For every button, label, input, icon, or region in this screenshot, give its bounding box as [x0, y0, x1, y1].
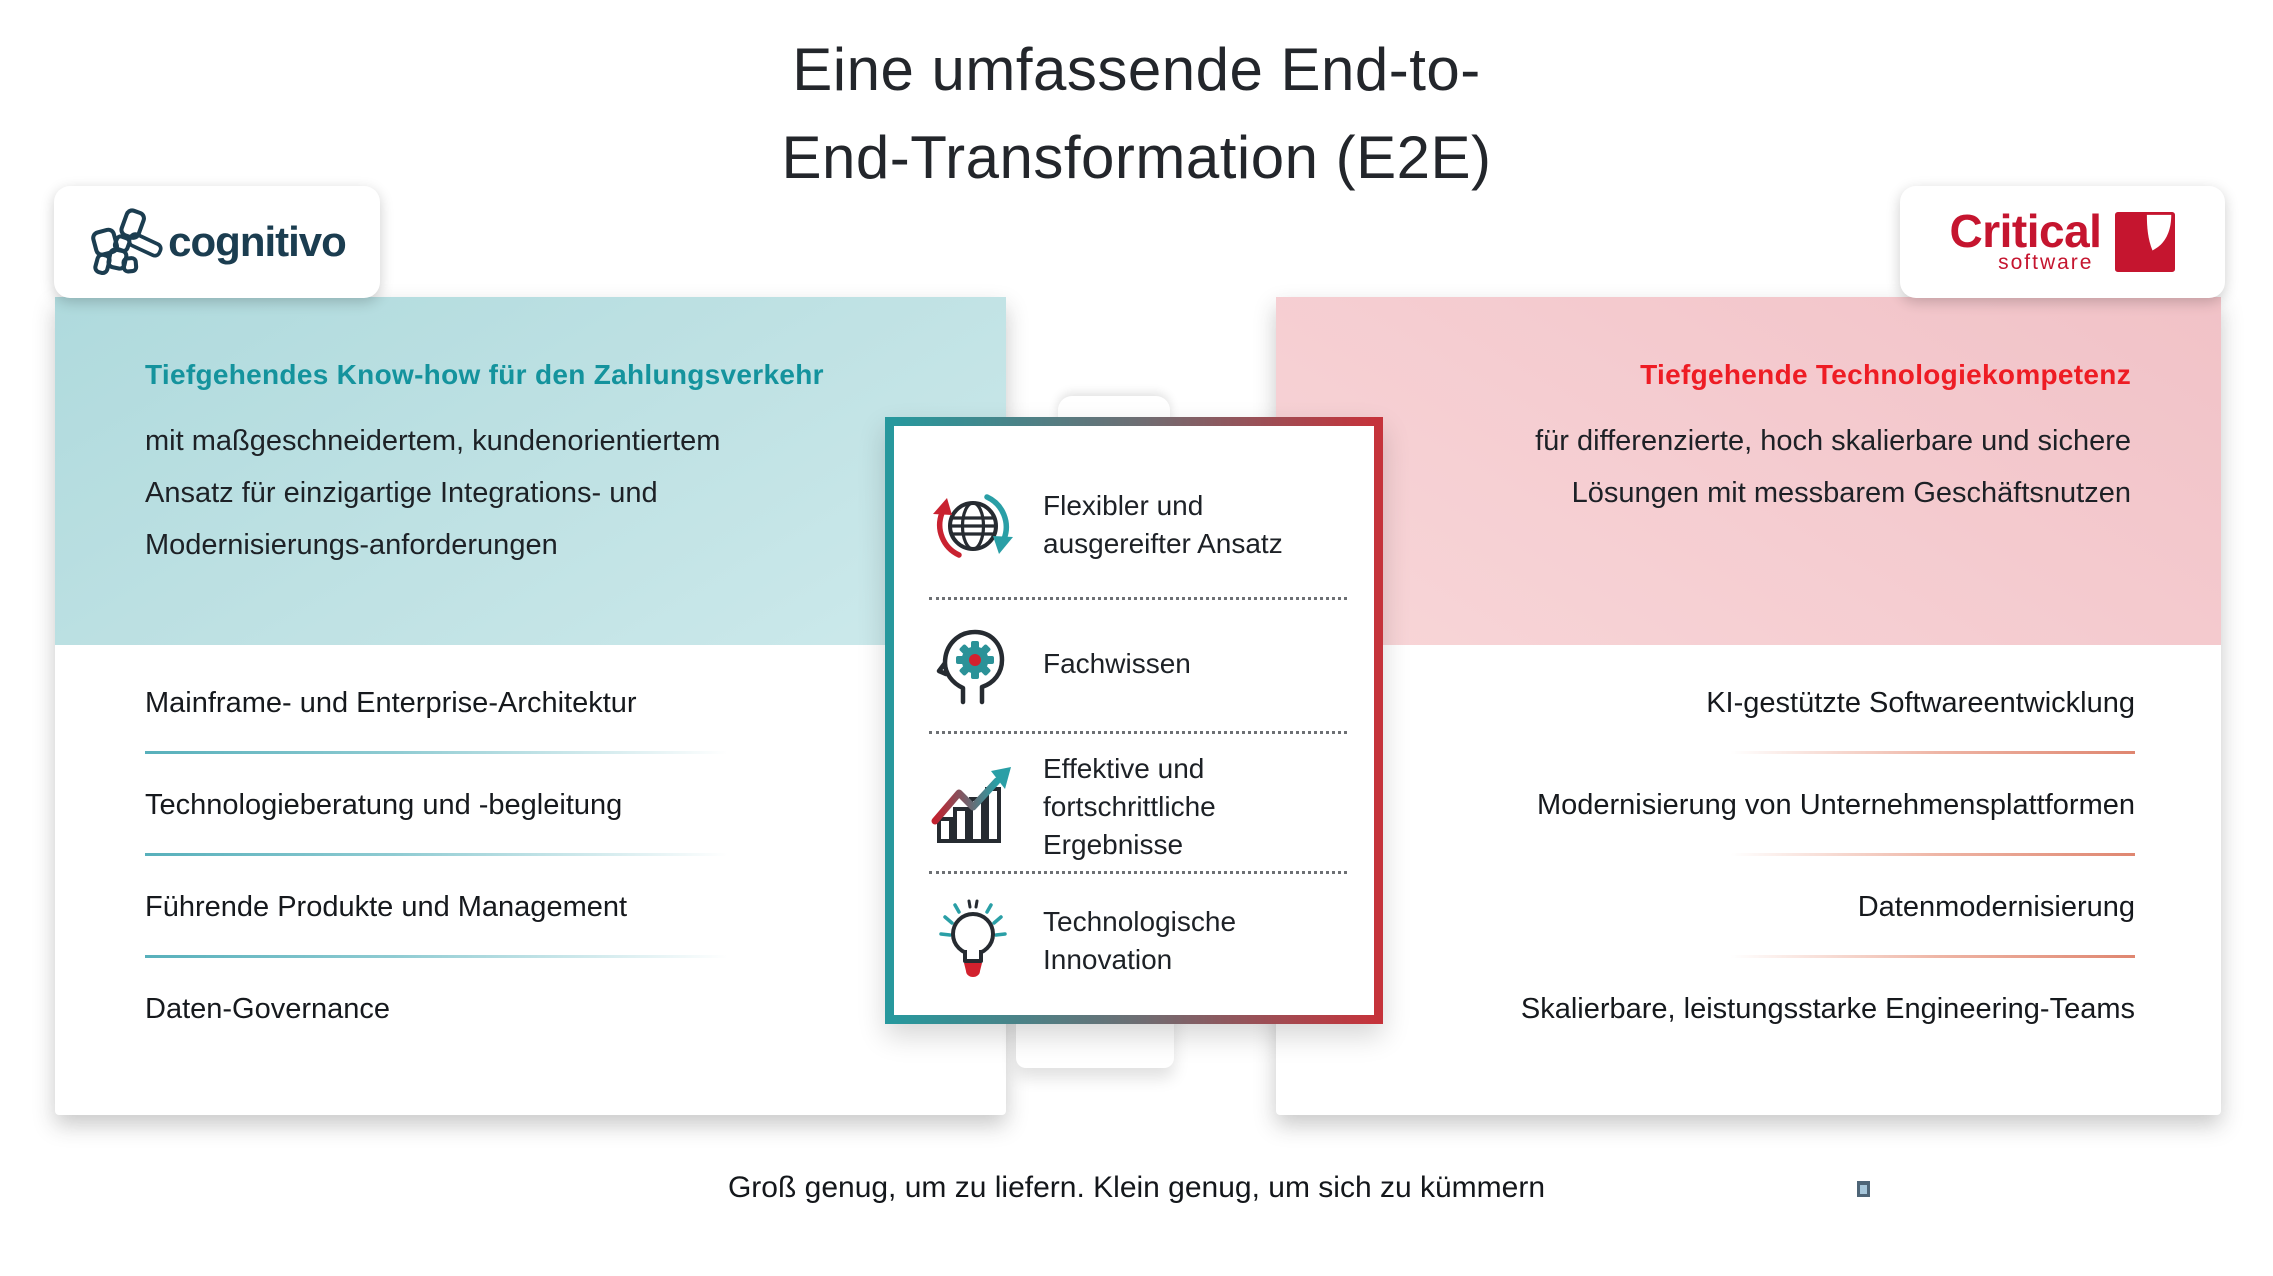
right-capability-list — [1276, 687, 2221, 1095]
divider — [1705, 751, 2135, 754]
divider — [145, 751, 765, 754]
value-row-effective-results — [929, 753, 1356, 861]
list-item: Technologieberatung und -begleitung — [55, 789, 1006, 891]
critical-mark-icon — [2115, 212, 2175, 272]
left-panel-heading: Tiefgehendes Know-how für den Zahlungsverkehr — [145, 359, 824, 390]
small-square-inner — [1860, 1185, 1867, 1194]
page-title — [0, 26, 2273, 202]
right-panel-header — [1276, 297, 2221, 645]
value-label: Technologische Innovation — [1043, 906, 1237, 975]
right-panel-heading: Tiefgehende Technologiekompetenz — [1640, 359, 2131, 390]
right-panel-body: für differenzierte, hoch skalierbare und sichere Lösungen mit messbarem Geschäftsnutzen — [1535, 425, 2131, 509]
value-row-innovation — [929, 895, 1356, 987]
cognitivo-logo — [54, 186, 380, 298]
value-label: Effektive und fortschrittliche Ergebnisse — [1043, 753, 1216, 860]
list-item: Daten-Governance — [145, 993, 391, 1025]
left-panel-body: mit maßgeschneidertem, kundenorientiertem Ansatz für einzigartige Integrations- und Modernisierungs-anforderungen — [145, 425, 721, 561]
critical-wordmark: Critical software — [1949, 205, 2102, 274]
small-square-glyph — [1857, 1181, 1870, 1197]
value-row-flexible-approach — [929, 479, 1356, 571]
divider — [1705, 853, 2135, 856]
tagline: Groß genug, um zu liefern. Klein genug, um sich zu kümmern — [727, 1171, 1546, 1204]
dotted-divider — [929, 731, 1347, 734]
title-line-2: End-Transformation (E2E) — [781, 124, 1492, 191]
shared-values-panel — [885, 417, 1383, 1024]
list-item: Führende Produkte und Management — [55, 891, 1006, 993]
left-capability-list — [55, 687, 1006, 1095]
value-label: Flexibler und ausgereifter Ansatz — [1043, 490, 1283, 559]
divider — [1705, 955, 2135, 958]
lightbulb-icon — [929, 897, 1017, 985]
divider — [145, 955, 765, 958]
cognitivo-chain-icon — [88, 207, 166, 277]
dotted-divider — [929, 597, 1347, 600]
dotted-divider — [929, 871, 1347, 874]
bar-chart-growth-icon — [929, 763, 1017, 851]
list-item: Skalierbare, leistungsstarke Engineering-Teams — [1520, 993, 2135, 1025]
critical-panel — [1276, 297, 2221, 1115]
list-item: Modernisierung von Unternehmensplattformen — [1276, 789, 2221, 891]
list-item: Mainframe- und Enterprise-Architektur — [55, 687, 1006, 789]
list-item: KI-gestützte Softwareentwicklung — [1276, 687, 2221, 789]
value-label: Fachwissen — [1043, 648, 1191, 679]
head-gear-icon — [929, 620, 1017, 708]
cognitivo-panel — [55, 297, 1006, 1115]
critical-software-logo — [1900, 186, 2225, 298]
left-panel-header — [55, 297, 1006, 645]
list-item: Datenmodernisierung — [1276, 891, 2221, 993]
value-row-expertise — [929, 618, 1356, 710]
title-line-1: Eine umfassende End-to- — [792, 36, 1481, 103]
divider — [145, 853, 765, 856]
cognitivo-wordmark: cognitivo — [168, 218, 346, 265]
globe-sync-icon — [929, 481, 1017, 569]
